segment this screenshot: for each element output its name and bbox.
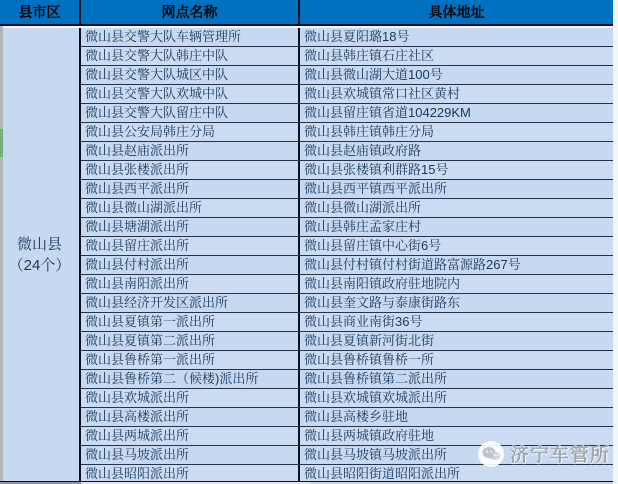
branch-name-cell: 微山县微山湖派出所: [81, 199, 300, 217]
header-cell-address: 具体地址: [428, 4, 485, 20]
branch-address-cell: 微山县欢城镇欢城派出所: [304, 390, 448, 405]
branch-name-cell: 微山县马坡派出所: [81, 446, 300, 464]
branch-name-cell: 微山县西平派出所: [81, 180, 300, 198]
branch-address-cell: 微山县韩庄孟家庄村: [304, 219, 422, 234]
table-row: [81, 237, 613, 256]
header-cell-name: 网点名称: [81, 0, 300, 24]
branch-address-cell: 微山县西平镇西平派出所: [304, 181, 448, 196]
branch-name-cell: 微山县塘湖派出所: [81, 218, 300, 236]
branch-name-cell: 微山县交警大队韩庄中队: [81, 47, 300, 65]
branch-name-cell: 微山县南阳派出所: [81, 275, 300, 293]
branch-address-cell: 微山县夏镇新河街北街: [304, 333, 435, 348]
region-name: 微山县: [16, 235, 62, 253]
branch-name-cell: 微山县两城派出所: [81, 427, 300, 445]
table-row: [81, 218, 613, 237]
branch-name-cell: 微山县留庄派出所: [81, 237, 300, 255]
table-row: [81, 408, 613, 427]
branch-address-cell: 微山县韩庄镇韩庄分局: [304, 124, 435, 139]
region-count: （24个）: [8, 256, 71, 274]
watermark-text: 济宁车管所: [510, 445, 611, 466]
branch-address-cell: 微山县鲁桥镇第二派出所: [304, 371, 448, 386]
table-row: [81, 256, 613, 275]
branch-name-cell: 微山县交警大队留庄中队: [81, 104, 300, 122]
table-body: [0, 28, 613, 481]
branch-address-cell: 微山县留庄镇省道104229KM: [304, 105, 471, 120]
branch-name-cell: 微山县昭阳派出所: [81, 465, 300, 483]
table-header-row: [0, 0, 613, 26]
branch-address-cell: 微山县商业南街36号: [304, 314, 423, 329]
table-row: [81, 47, 613, 66]
branch-address-cell: 微山县马坡镇马坡派出所: [304, 447, 448, 462]
branch-name-cell: 微山县夏镇第一派出所: [81, 313, 300, 331]
branch-address-cell: 微山县鲁桥镇鲁桥一所: [304, 352, 435, 367]
merged-region-cell: [0, 28, 81, 481]
branch-address-cell: 微山县两城镇政府驻地: [304, 428, 435, 443]
branch-name-cell: 微山县高楼派出所: [81, 408, 300, 426]
table-row: [81, 389, 613, 408]
branch-address-cell: 微山县赵庙镇政府路: [304, 143, 422, 158]
branch-address-cell: 微山县微山湖派出所: [304, 200, 422, 215]
branch-name-cell: 微山县夏镇第二派出所: [81, 332, 300, 350]
table-row: [81, 446, 613, 465]
right-edge-sliver: [613, 0, 618, 484]
branch-address-cell: 微山县奎文路与泰康街路东: [304, 295, 461, 310]
rows-container: [81, 28, 613, 481]
branch-address-cell: 微山县留庄镇中心街6号: [304, 238, 442, 253]
table-row: [81, 294, 613, 313]
table-row: [81, 332, 613, 351]
table-row: [81, 123, 613, 142]
table-row: [81, 66, 613, 85]
green-marker: [0, 129, 3, 157]
table-row: [81, 275, 613, 294]
branch-address-cell: 微山县昭阳街道昭阳派出所: [304, 466, 461, 481]
branch-name-cell: 微山县经济开发区派出所: [81, 294, 300, 312]
branch-address-cell: 微山县夏阳璐18号: [304, 29, 410, 44]
branch-address-cell: 微山县南阳镇政府驻地院内: [304, 276, 461, 291]
branch-name-cell: 微山县欢城派出所: [81, 389, 300, 407]
branch-name-cell: 微山县交警大队车辆管理所: [81, 28, 300, 46]
branch-name-cell: 微山县鲁桥第一派出所: [81, 351, 300, 369]
table-row: [81, 351, 613, 370]
branch-name-cell: 微山县交警大队欢城中队: [81, 85, 300, 103]
left-edge-strip: [0, 26, 3, 484]
header-cell-region: 县市区: [0, 0, 81, 24]
branch-address-cell: 微山县微山湖大道100号: [304, 67, 443, 82]
branch-address-cell: 微山县张楼镇利群路15号: [304, 162, 449, 177]
branch-name-cell: 微山县鲁桥第二（候楼)派出所: [81, 370, 300, 388]
table-row: [81, 199, 613, 218]
table-row: [81, 313, 613, 332]
table-row: [81, 104, 613, 123]
table-row: [81, 370, 613, 389]
table-row: [81, 427, 613, 446]
branch-name-cell: 微山县赵庙派出所: [81, 142, 300, 160]
table-row: [81, 142, 613, 161]
branch-name-cell: 微山县公安局韩庄分局: [81, 123, 300, 141]
branch-address-cell: 微山县欢城镇常口社区黄村: [304, 86, 461, 101]
branch-address-cell: 微山县高楼乡驻地: [304, 409, 409, 424]
table-row: [81, 28, 613, 47]
branch-name-cell: 微山县交警大队城区中队: [81, 66, 300, 84]
branch-name-cell: 微山县张楼派出所: [81, 161, 300, 179]
branch-address-cell: 微山县付村镇付村街道路富源路267号: [304, 257, 521, 272]
table-row: [81, 85, 613, 104]
branch-name-cell: 微山县付村派出所: [81, 256, 300, 274]
branch-address-cell: 微山县韩庄镇石庄社区: [304, 48, 435, 63]
table-row: [81, 180, 613, 199]
table-row: [81, 161, 613, 180]
